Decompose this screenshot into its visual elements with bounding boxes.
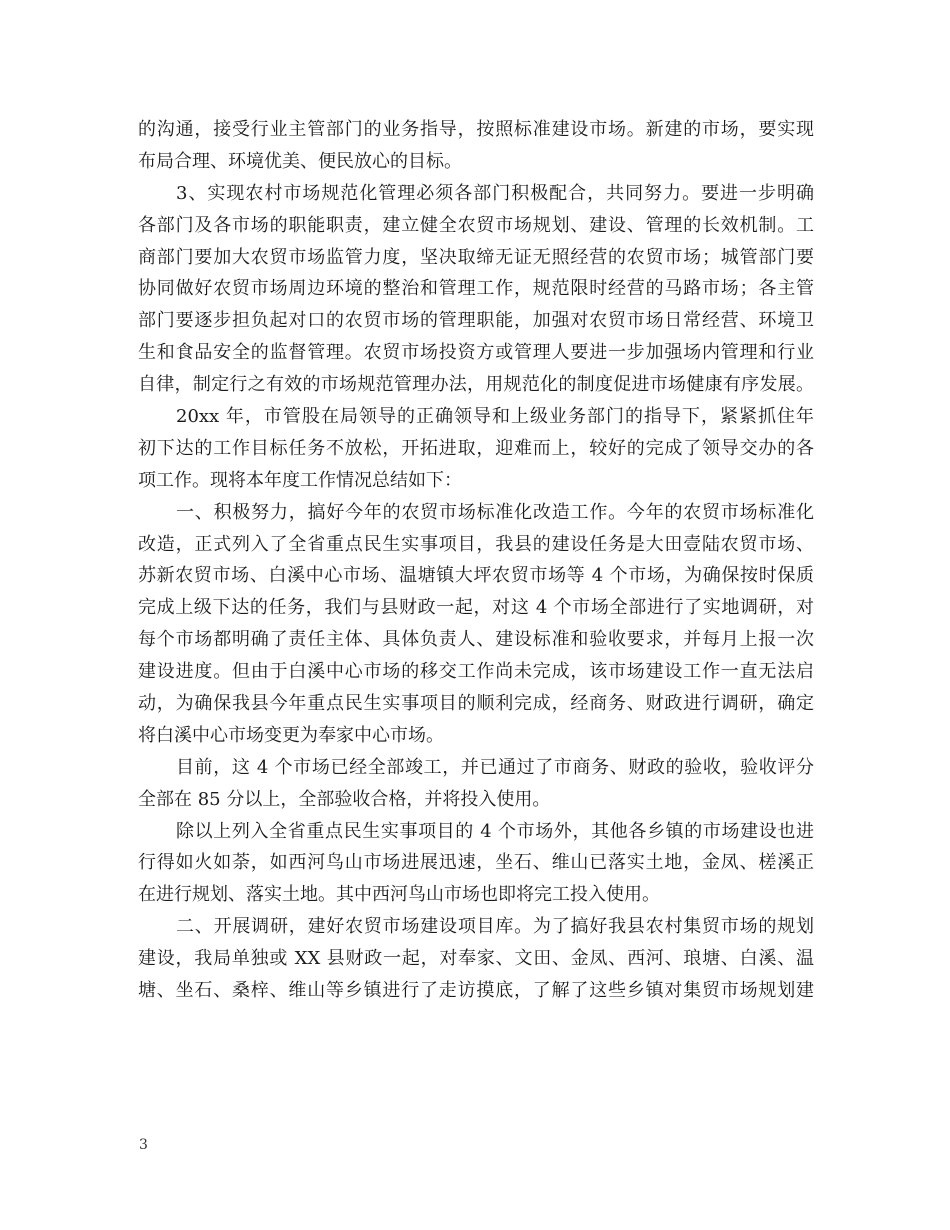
text-line: 部门要逐步担负起对口的农贸市场的管理职能，加强对农贸市场日常经营、环境卫 (138, 310, 814, 332)
text-line: 协同做好农贸市场周边环境的整治和管理工作，规范限时经营的马路市场；各主管 (138, 278, 814, 300)
text-line: 二、开展调研，建好农贸市场建设项目库。为了搞好我县农村集贸市场的规划 (176, 916, 814, 938)
text-line: 生和食品安全的监督管理。农贸市场投资方或管理人要进一步加强场内管理和行业 (138, 342, 814, 364)
text-line: 建设，我局单独或 XX 县财政一起，对奉家、文田、金凤、西河、琅塘、白溪、温 (138, 948, 814, 970)
text-line: 一、积极努力，搞好今年的农贸市场标准化改造工作。今年的农贸市场标准化 (176, 501, 814, 523)
text-line: 商部门要加大农贸市场监管力度，坚决取缔无证无照经营的农贸市场；城管部门要 (138, 246, 814, 268)
text-line: 3、实现农村市场规范化管理必须各部门积极配合，共同努力。要进一步明确 (176, 182, 814, 204)
text-line: 布局合理、环境优美、便民放心的目标。 (138, 150, 462, 172)
text-line: 全部在 85 分以上，全部验收合格，并将投入使用。 (138, 788, 551, 810)
text-line: 将白溪中心市场变更为奉家中心市场。 (138, 724, 444, 746)
text-line: 各部门及各市场的职能职责，建立健全农贸市场规划、建设、管理的长效机制。工 (138, 214, 814, 236)
text-line: 自律，制定行之有效的市场规范管理办法，用规范化的制度促进市场健康有序发展。 (138, 374, 814, 396)
text-line: 初下达的工作目标任务不放松，开拓进取，迎难而上，较好的完成了领导交办的各 (138, 437, 814, 459)
text-line: 目前，这 4 个市场已经全部竣工，并已通过了市商务、财政的验收，验收评分 (176, 756, 814, 778)
text-line: 项工作。现将本年度工作情况总结如下： (138, 469, 462, 491)
text-line: 每个市场都明确了责任主体、具体负责人、建设标准和验收要求，并每月上报一次 (138, 629, 814, 651)
document-body (138, 114, 814, 1007)
text-line: 的沟通，接受行业主管部门的业务指导，按照标准建设市场。新建的市场，要实现 (138, 119, 814, 140)
text-line: 改造，正式列入了全省重点民生实事项目，我县的建设任务是大田壹陆农贸市场、 (138, 533, 814, 555)
text-line: 建设进度。但由于白溪中心市场的移交工作尚未完成，该市场建设工作一直无法启 (138, 661, 814, 683)
text-line: 行得如火如荼，如西河鸟山市场进展迅速，坐石、维山已落实土地，金凤、槎溪正 (138, 852, 814, 874)
text-line: 除以上列入全省重点民生实事项目的 4 个市场外，其他各乡镇的市场建设也进 (176, 820, 814, 842)
text-line: 苏新农贸市场、白溪中心市场、温塘镇大坪农贸市场等 4 个市场，为确保按时保质 (138, 565, 814, 587)
text-line: 在进行规划、落实土地。其中西河鸟山市场也即将完工投入使用。 (138, 884, 660, 906)
page-number: 3 (139, 1137, 148, 1153)
text-line: 塘、坐石、桑梓、维山等乡镇进行了走访摸底，了解了这些乡镇对集贸市场规划建 (138, 980, 814, 1002)
text-line: 20xx 年，市管股在局领导的正确领导和上级业务部门的指导下，紧紧抓住年 (176, 406, 814, 428)
text-line: 完成上级下达的任务，我们与县财政一起，对这 4 个市场全部进行了实地调研，对 (138, 597, 814, 619)
text-line: 动，为确保我县今年重点民生实事项目的顺利完成，经商务、财政进行调研，确定 (138, 693, 814, 715)
